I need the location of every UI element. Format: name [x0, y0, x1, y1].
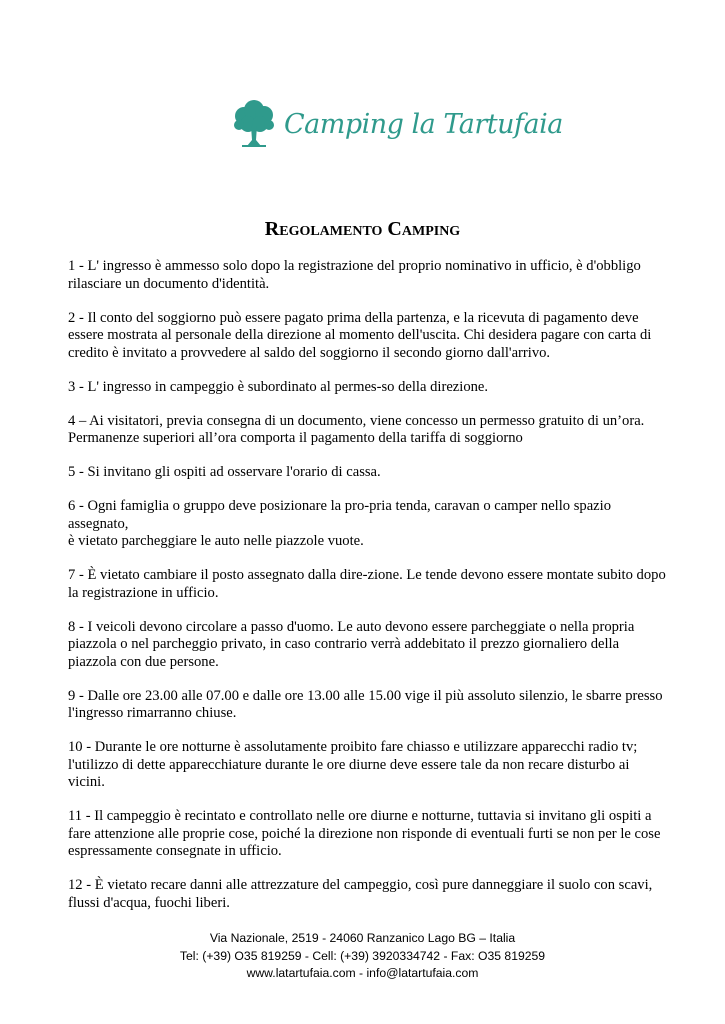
rule-10: 10 - Durante le ore notturne è assolutamente proibito fare chiasso e utilizzare apparecchi radio tv; l'utilizzo di dette apparecchiature durante le ore diurne deve essere tale da non recare disturbo ai vicini. [68, 739, 638, 790]
page-footer [0, 930, 725, 983]
rule-11: 11 - Il campeggio è recintato e controllato nelle ore diurne e notturne, tuttavia si invitano gli ospiti a fare attenzione alle proprie cose, poiché la direzione non risponde di eventuali furti se non per le cose espressamente consegnate in ufficio. [68, 808, 661, 859]
tree-icon [232, 100, 276, 148]
rule-3: 3 - L' ingresso in campeggio è subordinato al permes-so della direzione. [68, 378, 489, 395]
rule-5: 5 - Si invitano gli ospiti ad osservare l'orario di cassa. [68, 464, 381, 480]
rule-1: 1 - L' ingresso è ammesso solo dopo la registrazione del proprio nominativo in ufficio, è d'obbligo rilasciare un documento d'identità. [68, 258, 641, 292]
page-title: Regolamento Camping [264, 218, 461, 240]
footer-address: Via Nazionale, 2519 - 24060 Ranzanico Lago BG – Italia [209, 931, 516, 945]
footer-web: www.latartufaia.com - info@latartufaia.com [246, 966, 479, 980]
rules-list [68, 258, 668, 929]
camping-logo [232, 94, 563, 154]
rule-7: 7 - È vietato cambiare il posto assegnato dalla dire-zione. Le tende devono essere montate subito dopo la registrazione in ufficio. [68, 567, 666, 601]
rule-9: 9 - Dalle ore 23.00 alle 07.00 e dalle ore 13.00 alle 15.00 vige il più assoluto silenzio, le sbarre presso l'ingresso rimarranno chiuse. [68, 687, 663, 721]
rule-4: 4 – Ai visitatori, previa consegna di un documento, viene concesso un permesso gratuito di un’ora. Permanenze superiori all’ora comporta il pagamento della tariffa di soggiorno [68, 412, 645, 446]
footer-phones: Tel: (+39) O35 819259 - Cell: (+39) 3920334742 - Fax: O35 819259 [179, 948, 546, 963]
rule-12: 12 - È vietato recare danni alle attrezzature del campeggio, così pure danneggiare il suolo con scavi, flussi d'acqua, fuochi liberi. [68, 877, 653, 911]
rule-6: 6 - Ogni famiglia o gruppo deve posizionare la pro-pria tenda, caravan o camper nello spazio assegnato, è vietato parcheggiare le auto nelle piazzole vuote. [68, 498, 612, 549]
logo-text: Camping la Tartufaia [284, 108, 563, 140]
rule-8: 8 - I veicoli devono circolare a passo d'uomo. Le auto devono essere parcheggiate o nella propria piazzola o nel parcheggio privato, in caso contrario verrà addebitato il prezzo giornaliero della piazzola con due persone. [68, 618, 635, 670]
rule-2: 2 - Il conto del soggiorno può essere pagato prima della partenza, e la ricevuta di pagamento deve essere mostrata al personale della direzione al momento dell'uscita. Chi desidera pagare con carta di credito è invitato a provvedere al saldo del soggiorno il secondo giorno dall'arrivo. [68, 309, 652, 361]
